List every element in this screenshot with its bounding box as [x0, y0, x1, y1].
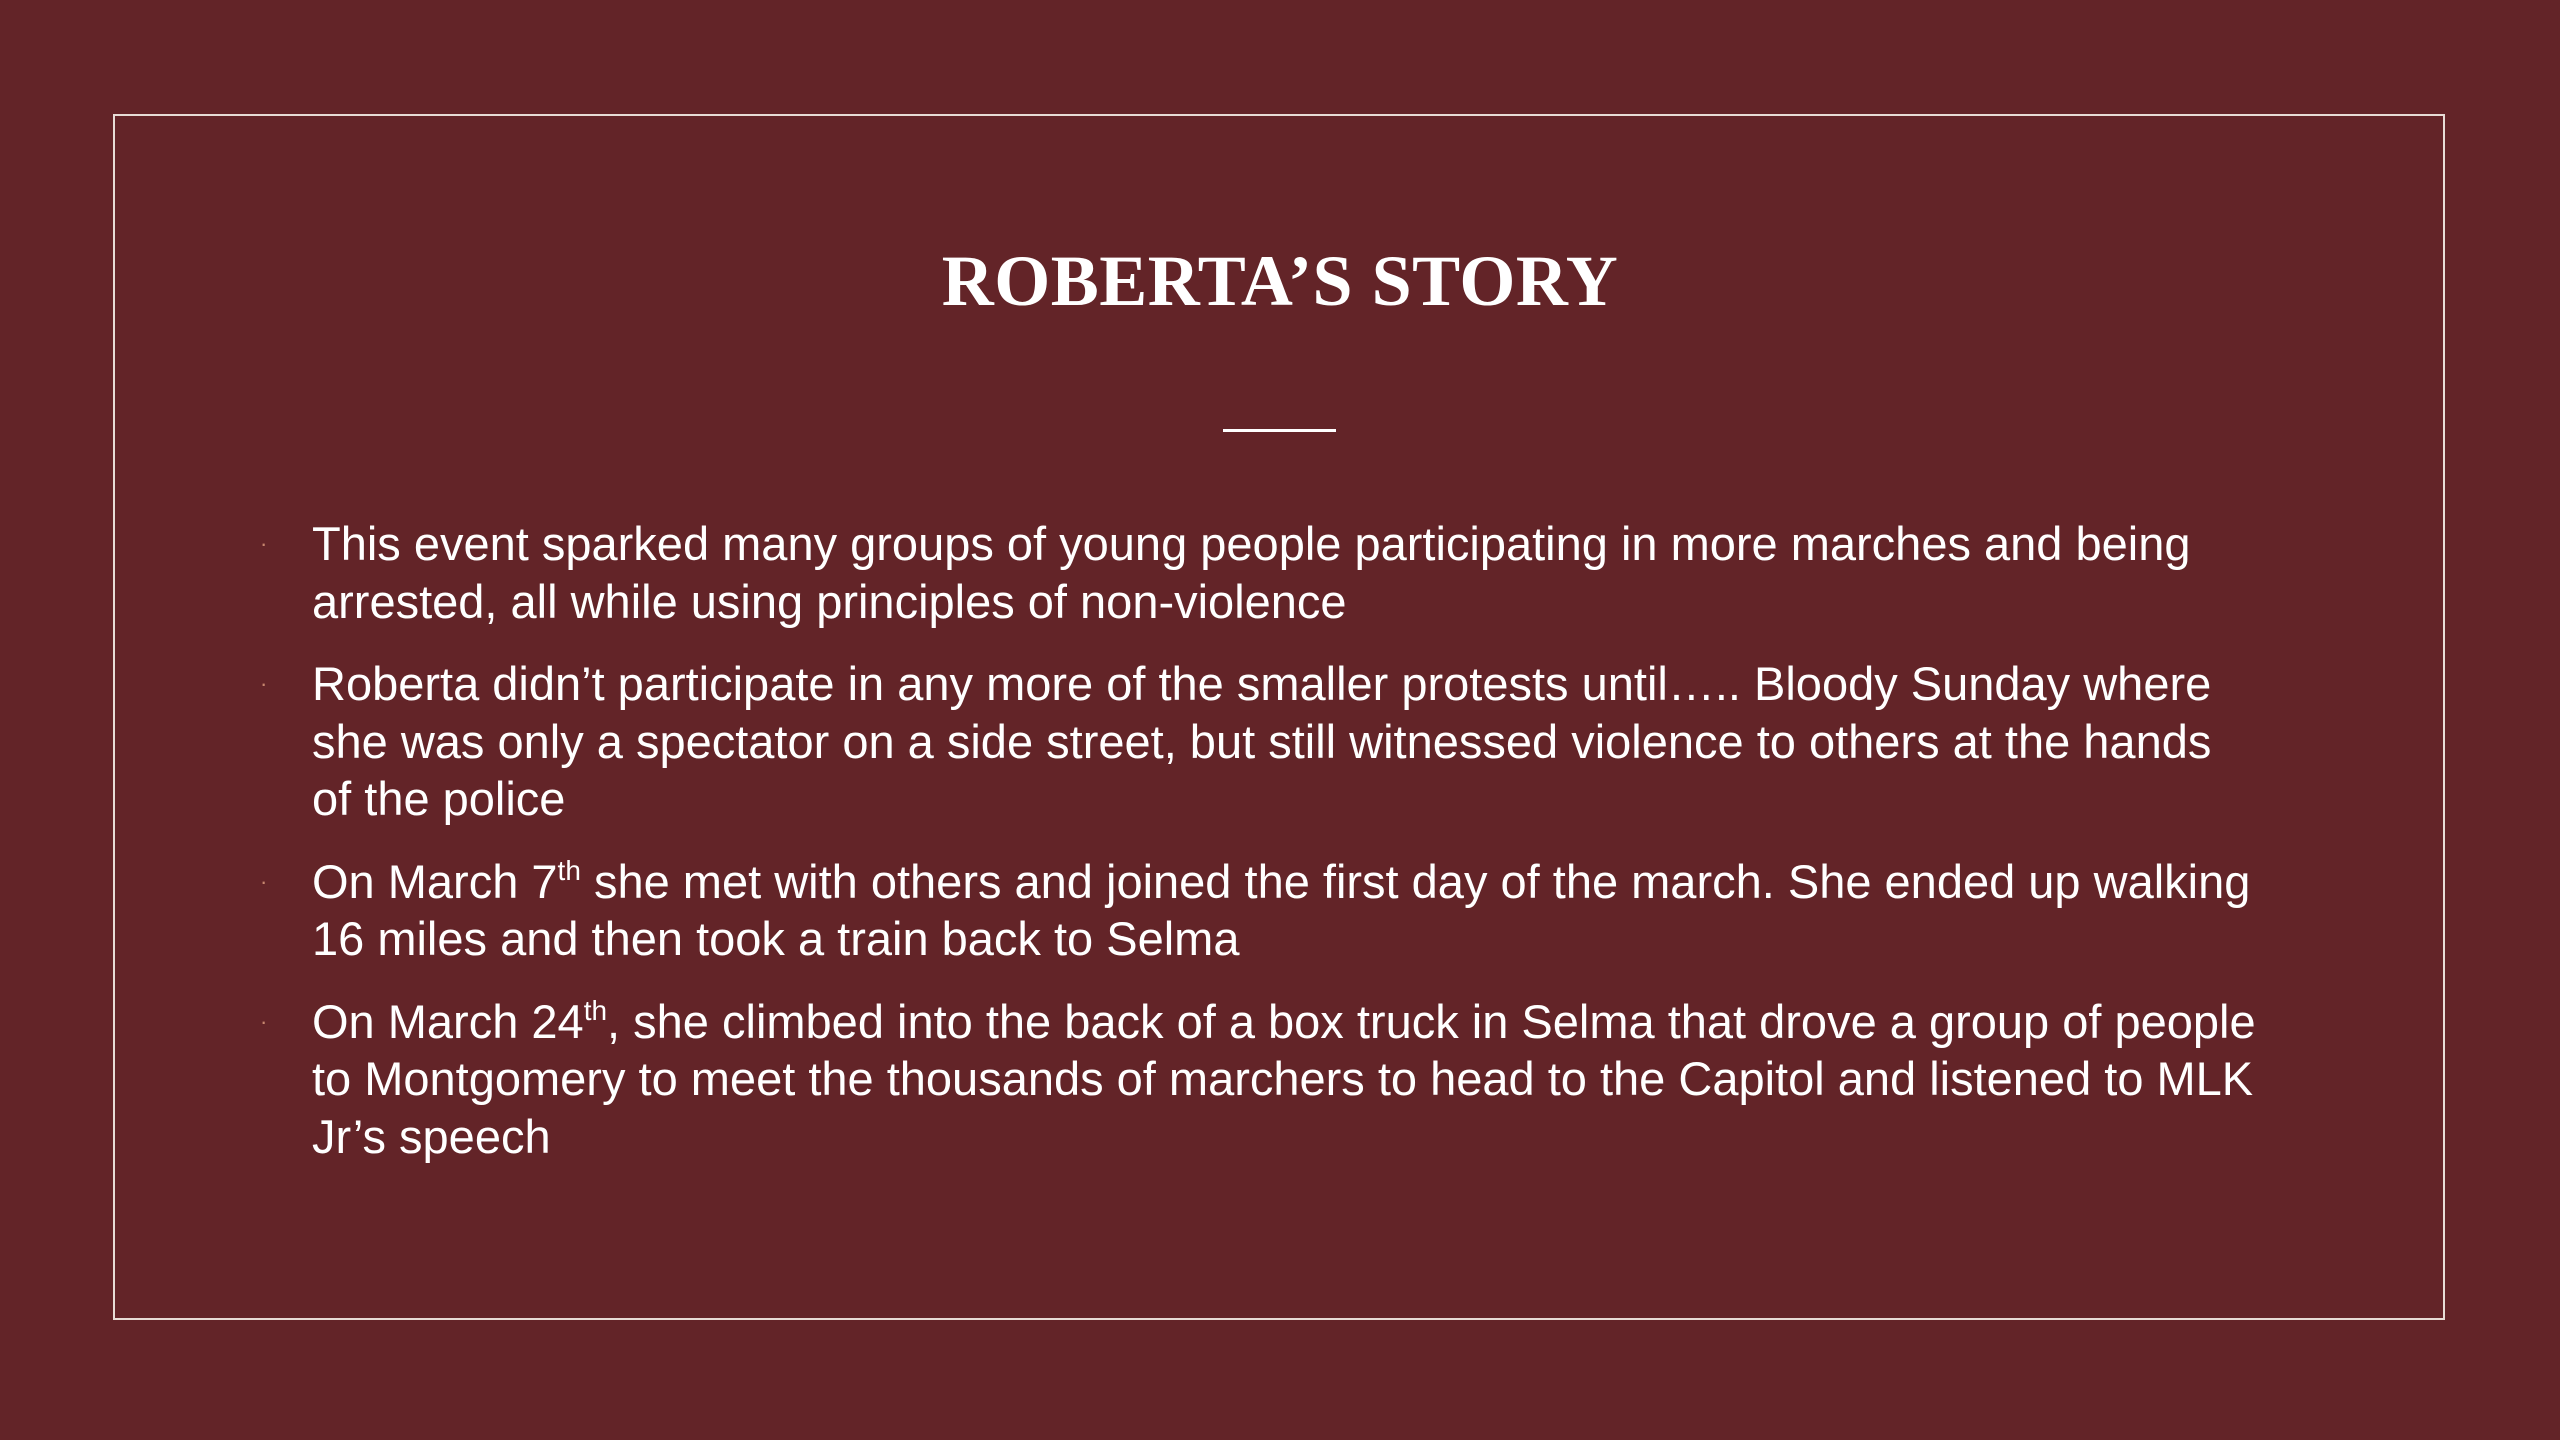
bullet-text: This event sparked many groups of young people participating in more marches and being arrested, all while using principles of non-violence: [312, 517, 2191, 628]
bullet-text-end: , she climbed into the back of a box truck in Selma that drove a group of people to Montgomery to meet the thousands of marchers to head to the Capitol and listened to MLK Jr’s speech: [312, 994, 2256, 1163]
title-underline: [1223, 429, 1336, 432]
bullet-text-start: On March 24: [312, 994, 584, 1048]
ordinal-suffix: th: [557, 854, 581, 886]
bullet-icon: ·: [260, 1008, 268, 1034]
bullet-text-end: she met with others and joined the first day of the march. She ended up walking 16 miles and then took a train back to Selma: [312, 854, 2251, 965]
bullet-item: [260, 993, 2260, 1166]
bullet-icon: ·: [260, 868, 268, 894]
bullet-icon: ·: [260, 531, 268, 556]
bullet-item: [260, 515, 2260, 630]
bullet-icon: ·: [260, 671, 268, 696]
bullet-text-start: On March 7: [312, 854, 558, 908]
bullet-item: [260, 655, 2260, 828]
ordinal-suffix: th: [583, 994, 608, 1026]
bullet-item: [260, 853, 2260, 968]
bullet-list: [260, 515, 2260, 1190]
bullet-text: Roberta didn’t participate in any more of the smaller protests until….. Bloody Sunday where she was only a spectator on a side street, but still witnessed violence to others at the hands of the police: [312, 657, 2212, 825]
slide-title: ROBERTA’S STORY: [941, 241, 1619, 321]
